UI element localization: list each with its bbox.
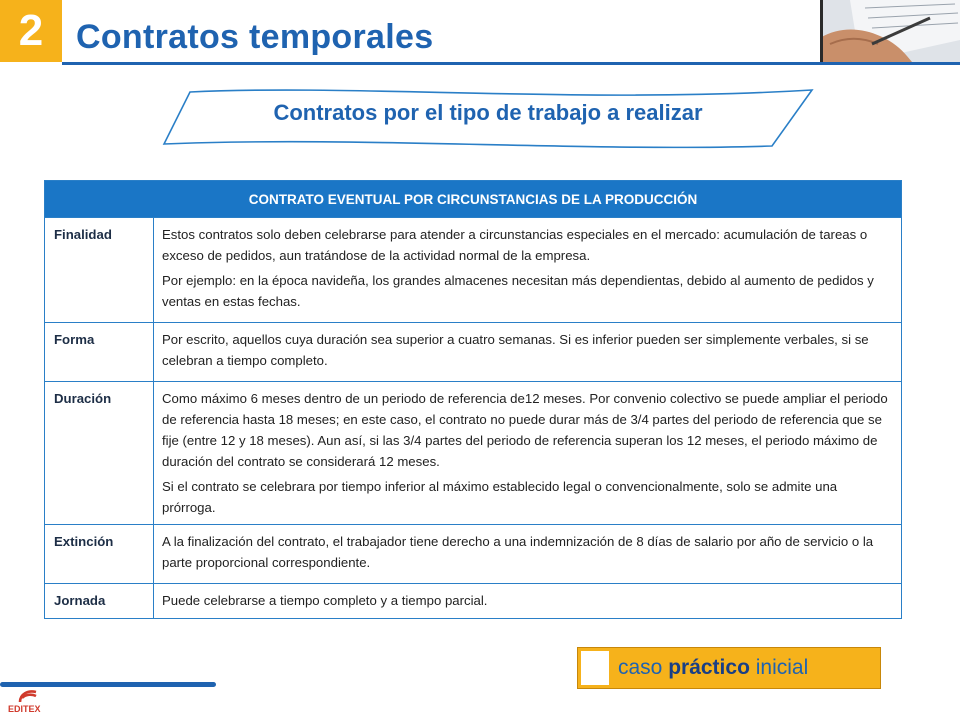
section-title: Contratos por el tipo de trabajo a realizar (273, 100, 703, 125)
row-paragraph: Puede celebrarse a tiempo completo y a tiempo parcial. (162, 593, 488, 608)
chapter-number: 2 (18, 6, 44, 55)
row-content (154, 323, 902, 382)
editex-logo (6, 688, 66, 718)
caso-practico-inicial-button[interactable] (577, 647, 881, 689)
contract-info-table (44, 180, 902, 619)
row-paragraph: Por ejemplo: en la época navideña, los grandes almacenes necesitan más dependientas, debido al aumento de pedidos y ventas en estas fechas. (162, 273, 874, 309)
case-box-label (618, 656, 808, 680)
case-prefix: caso (618, 656, 663, 679)
case-bold: práctico (668, 656, 750, 679)
hand-writing-illustration-icon (820, 0, 960, 62)
row-label: Extinción (45, 525, 154, 584)
table-row-finalidad (45, 218, 902, 323)
logo-text: EDITEX (8, 704, 41, 714)
footer-bar (0, 682, 216, 687)
case-suffix: inicial (755, 656, 809, 679)
row-paragraph: Por escrito, aquellos cuya duración sea superior a cuatro semanas. Si es inferior pueden ser simplemente verbales, si se celebran a tiempo completo. (162, 332, 869, 368)
row-content (154, 218, 902, 323)
row-label: Jornada (45, 584, 154, 619)
row-paragraph: A la finalización del contrato, el trabajador tiene derecho a una indemnización de 8 días de salario por año de servicio o la parte proporcional correspondiente. (162, 534, 874, 570)
table-heading: CONTRATO EVENTUAL POR CIRCUNSTANCIAS DE LA PRODUCCIÓN (45, 181, 902, 218)
row-paragraph: Como máximo 6 meses dentro de un periodo de referencia de12 meses. Por convenio colectivo se puede ampliar el periodo de referencia hasta 18 meses; en este caso, el contrato no puede durar más de 3/4 partes del periodo de referencia que se fije (entre 12 y 18 meses). Aun así, si las 3/4 partes del periodo de referencia superan los 12 meses, el periodo máximo de duración del contrato se considerará 12 meses. (162, 391, 888, 469)
table-row-duracion (45, 382, 902, 525)
row-paragraph: Si el contrato se celebrara por tiempo inferior al máximo establecido legal o convencionalmente, solo se admite una prórroga. (162, 479, 838, 515)
section-banner (160, 88, 816, 150)
row-label: Finalidad (45, 218, 154, 323)
case-box-notch (581, 651, 609, 685)
row-label: Forma (45, 323, 154, 382)
table-row-forma (45, 323, 902, 382)
header-divider (62, 62, 960, 65)
table-row-extincion (45, 525, 902, 584)
page-title: Contratos temporales (76, 18, 434, 56)
row-content (154, 382, 902, 525)
chapter-number-badge (0, 0, 62, 62)
header-photo-hand-writing (820, 0, 960, 62)
row-label: Duración (45, 382, 154, 525)
row-paragraph: Estos contratos solo deben celebrarse para atender a circunstancias especiales en el mercado: acumulación de tareas o exceso de pedidos, aun tratándose de la actividad normal de la empresa. (162, 227, 868, 263)
row-content (154, 584, 902, 619)
row-content (154, 525, 902, 584)
table-row-jornada (45, 584, 902, 619)
